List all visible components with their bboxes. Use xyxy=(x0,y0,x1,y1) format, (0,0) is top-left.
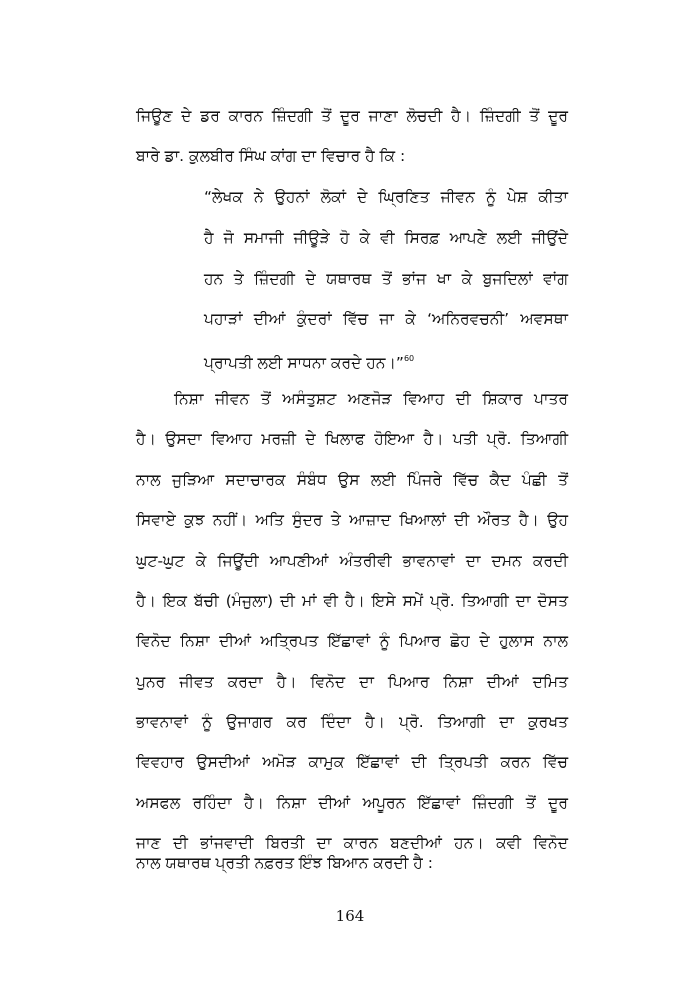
paragraph-line: ਹੈ। ਇਕ ਬੱਚੀ (ਮੰਜੁਲਾ) ਦੀ ਮਾਂ ਵੀ ਹੈ। ਇਸੇ ਸਮੇਂ ਪ੍ਰੋ. ਤਿਆਗੀ ਦਾ ਦੋਸਤ xyxy=(136,592,568,610)
paragraph-line: ਨਾਲ ਜੁੜਿਆ ਸਦਾਚਾਰਕ ਸੰਬੰਧ ਉਸ ਲਈ ਪਿੰਜਰੇ ਵਿੱਚ ਕੈਦ ਪੰਛੀ ਤੋਂ xyxy=(136,471,568,489)
quote-line-last xyxy=(204,349,568,373)
page-number: 164 xyxy=(335,907,365,925)
paragraph-line: ਸਿਵਾਏ ਕੁਝ ਨਹੀਂ। ਅਤਿ ਸੁੰਦਰ ਤੇ ਆਜ਼ਾਦ ਖਿਆਲਾਂ ਦੀ ਔਰਤ ਹੈ। ਉਹ xyxy=(136,511,568,529)
paragraph-line: ਪੁਨਰ ਜੀਵਤ ਕਰਦਾ ਹੈ। ਵਿਨੋਦ ਦਾ ਪਿਆਰ ਨਿਸ਼ਾ ਦੀਆਂ ਦਮਿਤ xyxy=(136,673,568,691)
quote-line: “ਲੇਖਕ ਨੇ ਉਹਨਾਂ ਲੋਕਾਂ ਦੇ ਘ੍ਰਿਣਿਤ ਜੀਵਨ ਨੂੰ ਪੇਸ਼ ਕੀਤਾ xyxy=(204,188,568,206)
paragraph-line: ਵਿਵਹਾਰ ਉਸਦੀਆਂ ਅਮੋੜ ਕਾਮੁਕ ਇੱਛਾਵਾਂ ਦੀ ਤ੍ਰਿਪਤੀ ਕਰਨ ਵਿੱਚ xyxy=(136,753,568,771)
paragraph-line-last: ਨਾਲ ਯਥਾਰਥ ਪ੍ਰਤੀ ਨਫ਼ਰਤ ਇੰਝ ਬਿਆਨ ਕਰਦੀ ਹੈ : xyxy=(136,854,433,872)
body-text-line: ਬਾਰੇ ਡਾ. ਕੁਲਬੀਰ ਸਿੰਘ ਕਾਂਗ ਦਾ ਵਿਚਾਰ ਹੈ ਕਿ : xyxy=(136,147,406,165)
paragraph-line: ਵਿਨੋਦ ਨਿਸ਼ਾ ਦੀਆਂ ਅਤ੍ਰਿਪਤ ਇੱਛਾਵਾਂ ਨੂੰ ਪਿਆਰ ਛੋਹ ਦੇ ਹੁਲਾਸ ਨਾਲ xyxy=(136,632,568,650)
quote-line: ਪਹਾੜਾਂ ਦੀਆਂ ਕੁੰਦਰਾਂ ਵਿੱਚ ਜਾ ਕੇ ‘ਅਨਿਰਵਚਨੀ’ ਅਵਸਥਾ xyxy=(204,310,568,328)
quote-text: ਪ੍ਰਾਪਤੀ ਲਈ ਸਾਧਨਾ ਕਰਦੇ ਹਨ।” xyxy=(204,354,404,372)
body-text-line: ਜਿਊਣ ਦੇ ਡਰ ਕਾਰਨ ਜ਼ਿੰਦਗੀ ਤੋਂ ਦੂਰ ਜਾਣਾ ਲੋਚਦੀ ਹੈ। ਜ਼ਿੰਦਗੀ ਤੋਂ ਦੂਰ xyxy=(136,107,568,125)
footnote-marker: 60 xyxy=(403,354,415,363)
paragraph-line: ਨਿਸ਼ਾ ਜੀਵਨ ਤੋਂ ਅਸੰਤੁਸ਼ਟ ਅਣਜੋੜ ਵਿਆਹ ਦੀ ਸ਼ਿਕਾਰ ਪਾਤਰ xyxy=(174,390,568,408)
quote-line: ਹਨ ਤੇ ਜ਼ਿੰਦਗੀ ਦੇ ਯਥਾਰਥ ਤੋਂ ਭਾਂਜ ਖਾ ਕੇ ਬੁਜਦਿਲਾਂ ਵਾਂਗ xyxy=(204,270,568,288)
paragraph-line: ਘੁਟ-ਘੁਟ ਕੇ ਜਿਊਂਦੀ ਆਪਣੀਆਂ ਅੰਤਰੀਵੀ ਭਾਵਨਾਵਾਂ ਦਾ ਦਮਨ ਕਰਦੀ xyxy=(136,552,568,570)
quote-line: ਹੈ ਜੋ ਸਮਾਜੀ ਜੀਊੜੇ ਹੋ ਕੇ ਵੀ ਸਿਰਫ਼ ਆਪਣੇ ਲਈ ਜੀਉਂਦੇ xyxy=(204,229,568,247)
paragraph-line: ਭਾਵਨਾਵਾਂ ਨੂੰ ਉਜਾਗਰ ਕਰ ਦਿੰਦਾ ਹੈ। ਪ੍ਰੋ. ਤਿਆਗੀ ਦਾ ਕੁਰਖਤ xyxy=(136,713,568,731)
paragraph-line: ਹੈ। ਉਸਦਾ ਵਿਆਹ ਮਰਜ਼ੀ ਦੇ ਖਿਲਾਫ ਹੋਇਆ ਹੈ। ਪਤੀ ਪ੍ਰੋ. ਤਿਆਗੀ xyxy=(136,430,568,448)
paragraph-line: ਜਾਣ ਦੀ ਭਾਂਜਵਾਦੀ ਬਿਰਤੀ ਦਾ ਕਾਰਨ ਬਣਦੀਆਂ ਹਨ। ਕਵੀ ਵਿਨੋਦ xyxy=(136,834,568,852)
paragraph-line: ਅਸਫਲ ਰਹਿੰਦਾ ਹੈ। ਨਿਸ਼ਾ ਦੀਆਂ ਅਪੂਰਨ ਇੱਛਾਵਾਂ ਜ਼ਿੰਦਗੀ ਤੋਂ ਦੂਰ xyxy=(136,794,568,812)
